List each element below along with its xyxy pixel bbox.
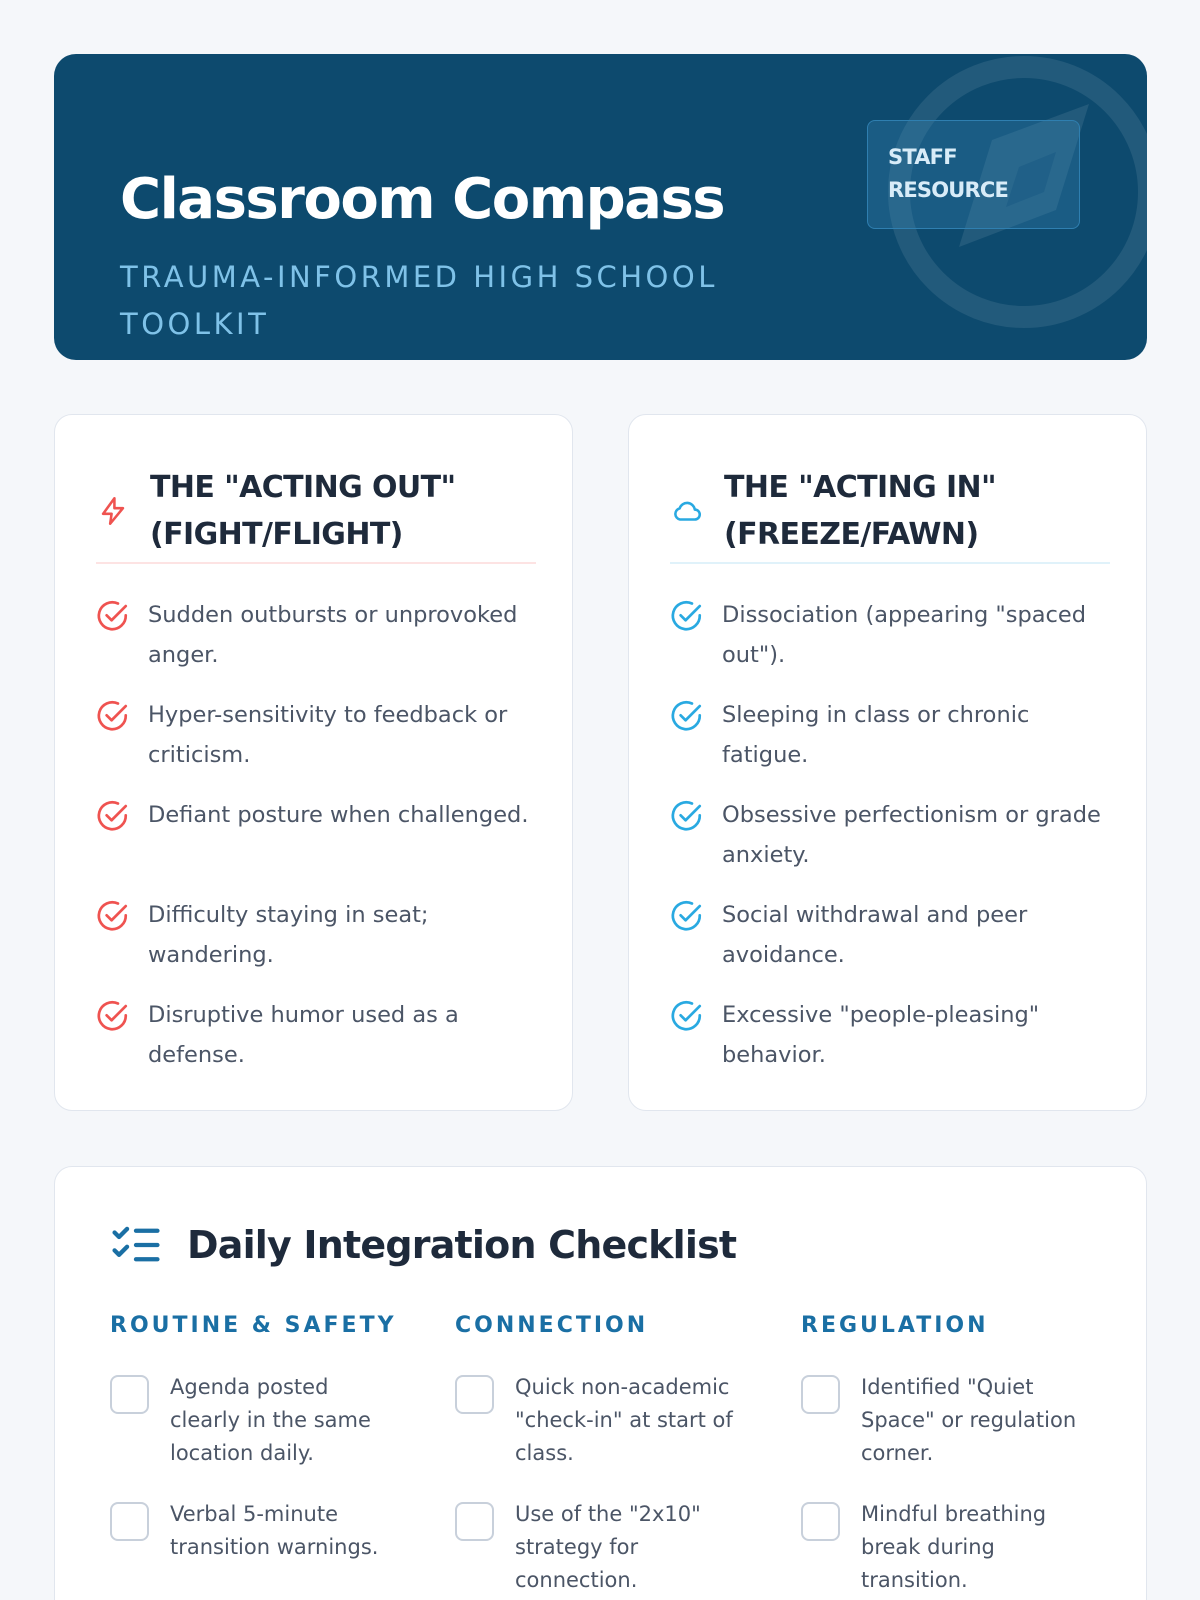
checklist-item[interactable] — [455, 1371, 745, 1470]
checkbox[interactable] — [110, 1375, 149, 1414]
checkbox[interactable] — [455, 1502, 494, 1541]
column-title: ROUTINE & SAFETY — [110, 1313, 397, 1338]
acting-in-header — [670, 457, 1110, 565]
daily-checklist-card — [54, 1166, 1147, 1600]
checklist-item[interactable] — [110, 1498, 400, 1564]
sign-text: Difficulty staying in seat; wandering. — [148, 902, 429, 968]
list-item — [96, 895, 546, 995]
checklist-title: Daily Integration Checklist — [187, 1223, 737, 1267]
checklist-item-text: Quick non-academic "check-in" at start of class. — [515, 1375, 733, 1465]
staff-resource-badge — [867, 120, 1080, 229]
list-item — [96, 695, 546, 795]
acting-out-list — [96, 595, 546, 1095]
sign-text: Social withdrawal and peer avoidance. — [722, 902, 1028, 968]
acting-out-card — [54, 414, 573, 1111]
list-item — [670, 995, 1120, 1095]
sign-text: Obsessive perfectionism or grade anxiety. — [722, 802, 1101, 868]
acting-in-list — [670, 595, 1120, 1095]
checklist-item-text: Identified "Quiet Space" or regulation corner. — [861, 1375, 1077, 1465]
check-circle-icon — [96, 699, 130, 733]
sign-text: Excessive "people-pleasing" behavior. — [722, 1002, 1040, 1068]
acting-out-header — [96, 457, 536, 565]
list-item — [670, 695, 1120, 795]
sign-text: Dissociation (appearing "spaced out"). — [722, 602, 1087, 668]
check-circle-icon — [96, 799, 130, 833]
check-circle-icon — [96, 999, 130, 1033]
page-title: Classroom Compass — [120, 167, 725, 232]
checklist-item[interactable] — [801, 1498, 1091, 1597]
check-circle-icon — [670, 699, 704, 733]
sign-text: Hyper-sensitivity to feedback or criticism. — [148, 702, 508, 768]
checkbox[interactable] — [455, 1375, 494, 1414]
check-circle-icon — [96, 599, 130, 633]
list-item — [96, 595, 546, 695]
column-title: REGULATION — [801, 1313, 989, 1338]
lightning-icon — [96, 494, 130, 528]
checklist-item-text: Mindful breathing break during transition. — [861, 1502, 1047, 1592]
checklist-item[interactable] — [801, 1371, 1091, 1470]
checklist-column-regulation — [801, 1315, 1091, 1600]
list-item — [670, 595, 1120, 695]
sign-text: Defiant posture when challenged. — [148, 802, 529, 828]
checkbox[interactable] — [801, 1502, 840, 1541]
check-circle-icon — [670, 899, 704, 933]
divider — [670, 562, 1110, 564]
acting-in-card — [628, 414, 1147, 1111]
acting-out-title: THE "ACTING OUT" (FIGHT/FLIGHT) — [150, 470, 456, 552]
check-circle-icon — [670, 799, 704, 833]
page-subtitle: TRAUMA-INFORMED HIGH SCHOOL TOOLKIT — [120, 260, 718, 341]
checklist-header — [111, 1223, 736, 1267]
list-item — [670, 895, 1120, 995]
column-title: CONNECTION — [455, 1313, 649, 1338]
checkbox[interactable] — [801, 1375, 840, 1414]
checklist-item-text: Use of the "2x10" strategy for connection. — [515, 1502, 701, 1592]
sign-text: Sudden outbursts or unprovoked anger. — [148, 602, 518, 668]
check-circle-icon — [96, 899, 130, 933]
check-circle-icon — [670, 999, 704, 1033]
checklist-item-text: Verbal 5-minute transition warnings. — [170, 1502, 379, 1559]
divider — [96, 562, 536, 564]
list-item — [96, 995, 546, 1095]
list-item — [96, 795, 546, 895]
list-checks-icon — [111, 1223, 161, 1267]
cloud-icon — [670, 494, 704, 528]
badge-line-2: RESOURCE — [888, 178, 1009, 202]
header-banner — [54, 54, 1147, 360]
checkbox[interactable] — [110, 1502, 149, 1541]
badge-line-1: STAFF — [888, 145, 957, 169]
checklist-item[interactable] — [455, 1498, 745, 1597]
checklist-item[interactable] — [110, 1371, 400, 1470]
checklist-column-connection — [455, 1315, 745, 1600]
sign-text: Sleeping in class or chronic fatigue. — [722, 702, 1030, 768]
checklist-column-routine — [110, 1315, 400, 1592]
checklist-item-text: Agenda posted clearly in the same location daily. — [170, 1375, 371, 1465]
list-item — [670, 795, 1120, 895]
check-circle-icon — [670, 599, 704, 633]
sign-text: Disruptive humor used as a defense. — [148, 1002, 459, 1068]
acting-in-title: THE "ACTING IN" (FREEZE/FAWN) — [724, 470, 997, 552]
